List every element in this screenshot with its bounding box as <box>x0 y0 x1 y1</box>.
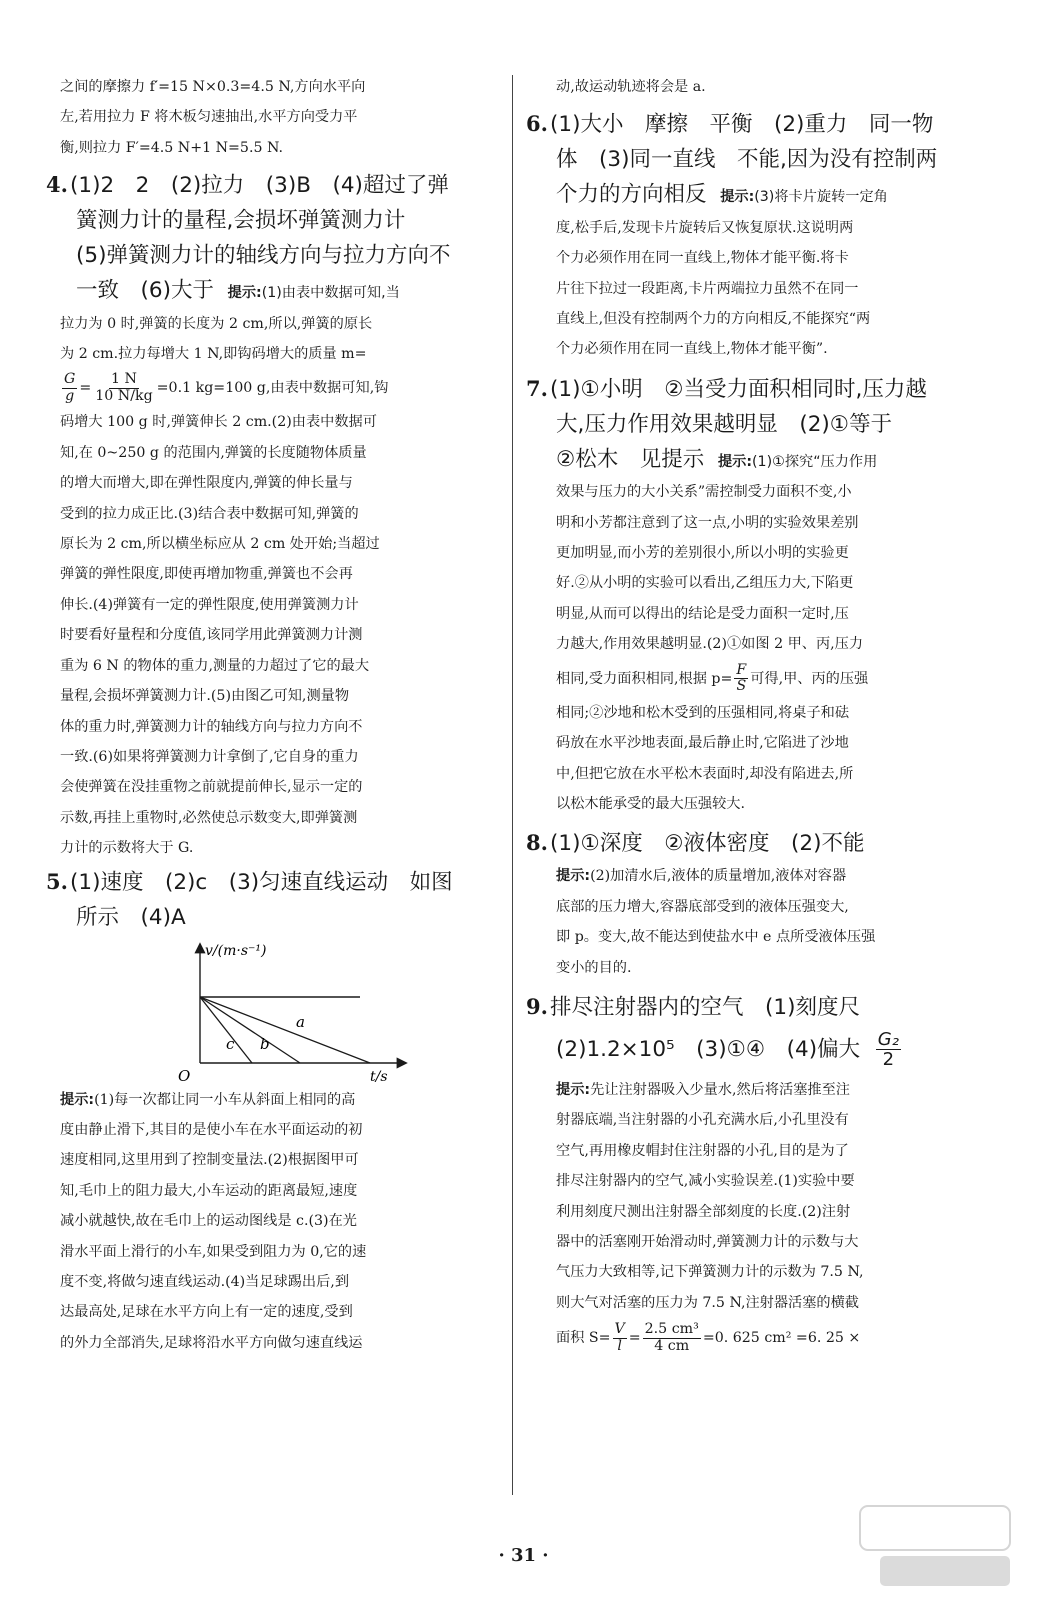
hint-line: 重为 6 N 的物体的重力,测量的力超过了它的最大 <box>60 657 370 674</box>
fraction-g2: $\frac{\text{G₂}}{2}$ <box>877 1028 899 1071</box>
hint-line: 会使弹簧在没挂重物之前就提前伸长,显示一定的 <box>60 779 363 796</box>
answer-line: (1)2 2 (2)拉力 (3)B (4)超过了弹 <box>70 173 449 199</box>
answer-line: (1)速度 (2)c (3)匀速直线运动 如图 <box>70 869 453 895</box>
hint-line: 射器底端,当注射器的小孔充满水后,小孔里没有 <box>556 1112 849 1129</box>
hint-line: 度由静止滑下,其目的是使小车在水平面运动的初 <box>60 1121 363 1138</box>
x-axis-label: t/s <box>370 1068 388 1085</box>
hint-label: 提示: <box>556 868 591 885</box>
question-6 <box>526 106 988 364</box>
hint-line: 的外力全部消失,足球将沿水平方向做匀速直线运 <box>60 1334 363 1351</box>
velocity-time-graph <box>60 935 504 1085</box>
hint-line: 原长为 2 cm,所以横坐标应从 2 cm 处开始;当超过 <box>60 536 380 553</box>
hint-label: 提示: <box>556 1081 591 1098</box>
column-divider <box>512 75 513 1495</box>
hint-line: 利用刻度尺测出注射器全部刻度的长度.(2)注射 <box>556 1203 851 1220</box>
hint-line: 排尽注射器内的空气,减小实验误差.(1)实验中要 <box>556 1173 855 1190</box>
answer-line: (1)①深度 ②液体密度 (2)不能 <box>550 831 865 857</box>
hint-line: 则大气对活塞的压力为 7.5 N,注射器活塞的横截 <box>556 1294 859 1311</box>
hint-text: (1)①探究“压力作用 <box>752 453 878 470</box>
formula-line: 相同,受力面积相同,根据 p= $\frac{F}{S}$ 可得,甲、丙的压强 <box>556 661 869 695</box>
hint-line: 为 2 cm.拉力每增大 1 N,即钩码增大的质量 m= <box>60 346 367 363</box>
hint-line: 明和小芳都注意到了这一点,小明的实验效果差别 <box>556 514 859 531</box>
hint-line: 码增大 100 g 时,弹簧伸长 2 cm.(2)由表中数据可 <box>60 414 377 431</box>
formula-line: 面积 S= $\frac{V}{l}$ = $\frac{\text{2.5 cm³}}{4 cm}$ =0. 625 cm² =6. 25 × <box>556 1321 861 1354</box>
hint-label: 提示: <box>717 453 753 470</box>
question-number: 4. <box>46 172 68 198</box>
hint-line: 度不变,将做匀速直线运动.(4)当足球踢出后,到 <box>60 1273 350 1290</box>
hint-text: (3)将卡片旋转一定角 <box>754 189 888 206</box>
hint-line: 伸长.(4)弹簧有一定的弹性限度,使用弹簧测力计 <box>60 596 359 613</box>
hint-line: 知,在 0~250 g 的范围内,弹簧的长度随物体质量 <box>60 444 367 461</box>
hint-line: 即 p。变大,故不能达到使盐水中 e 点所受液体压强 <box>556 929 876 946</box>
hint-line: 更加明显,而小芳的差别很小,所以小明的实验更 <box>556 545 849 562</box>
question-7 <box>526 371 988 819</box>
hint-line: 量程,会损坏弹簧测力计.(5)由图乙可知,测量物 <box>60 688 350 705</box>
hint-line: 器中的活塞刚开始滑动时,弹簧测力计的示数与大 <box>556 1233 859 1250</box>
question-number: 9. <box>526 993 548 1019</box>
hint-line: 减小就越快,故在毛巾上的运动图线是 c.(3)在光 <box>60 1213 357 1230</box>
hint-line: 速度相同,这里用到了控制变量法.(2)根据图甲可 <box>60 1152 359 1169</box>
hint-line: 体的重力时,弹簧测力计的轴线方向与拉力方向不 <box>60 718 363 735</box>
hint-line: 力计的示数将大于 G. <box>60 840 194 857</box>
hint-line: 受到的拉力成正比.(3)结合表中数据可知,弹簧的 <box>60 505 359 522</box>
answer-line: 大,压力作用效果越明显 (2)①等于 <box>556 411 893 437</box>
text-line: 衡,则拉力 F′=4.5 N+1 N=5.5 N. <box>60 139 284 156</box>
text-line: 之间的摩擦力 f′=15 N×0.3=4.5 N,方向水平向 <box>60 79 366 95</box>
fraction-f-s: $\frac{F}{S}$ <box>736 661 747 695</box>
hint-line: 弹簧的弹性限度,即使再增加物重,弹簧也不会再 <box>60 566 353 583</box>
hint-line: 的增大而增大,即在弹性限度内,弹簧的伸长量与 <box>60 475 353 492</box>
answer-line: 所示 (4)A <box>76 904 186 930</box>
hint-line: 示数,再挂上重物时,必然使总示数变大,即弹簧测 <box>60 809 358 826</box>
answer-line: 体 (3)同一直线 不能,因为没有控制两 <box>556 147 938 173</box>
line-c-label: c <box>226 1034 235 1053</box>
question-number: 5. <box>46 868 68 894</box>
question-5 <box>46 864 504 935</box>
hint-label: 提示: <box>60 1091 95 1108</box>
answer-line: 簧测力计的量程,会损坏弹簧测力计 <box>76 208 406 234</box>
hint-label: 提示: <box>227 285 262 302</box>
fraction-1n: $\frac{1 N}{10 N/kg}$ <box>95 371 153 404</box>
hint-line: 相同;②沙地和松木受到的压强相同,将桌子和砝 <box>556 704 850 721</box>
line-a-label: a <box>296 1012 305 1031</box>
hint-line: 码放在水平沙地表面,最后静止时,它陷进了沙地 <box>556 735 849 752</box>
hint-line: 时要看好量程和分度值,该同学用此弹簧测力计测 <box>60 627 363 644</box>
hint-line: 度,松手后,发现卡片旋转后又恢复原状.这说明两 <box>556 219 854 236</box>
hint-line: 气压力大致相等,记下弹簧测力计的示数为 7.5 N, <box>556 1264 864 1281</box>
answer-line: ②松木 见提示 <box>556 446 705 472</box>
hint-line: 效果与压力的大小关系”需控制受力面积不变,小 <box>556 484 852 501</box>
watermark-logo <box>850 1500 1030 1592</box>
question-number: 8. <box>526 830 548 856</box>
hint-line: 空气,再用橡皮帽封住注射器的小孔,目的是为了 <box>556 1142 849 1159</box>
right-column <box>526 72 988 1358</box>
answer-line: (1)①小明 ②当受力面积相同时,压力越 <box>550 376 927 402</box>
fraction-v-l: $\frac{V}{l}$ <box>614 1321 625 1354</box>
question-8 <box>526 825 988 983</box>
hint-label: 提示: <box>720 189 755 206</box>
hint-line: 滑水平面上滑行的小车,如果受到阻力为 0,它的速 <box>60 1243 367 1260</box>
answer-line: 一致 (6)大于 <box>76 278 214 304</box>
hint-line: 知,毛巾上的阻力最大,小车运动的距离最短,速度 <box>60 1182 358 1199</box>
hint-line: 变小的目的. <box>556 959 632 976</box>
hint-line: 达最高处,足球在水平方向上有一定的速度,受到 <box>60 1304 353 1321</box>
q4-hint-cont <box>60 407 504 863</box>
question-number: 6. <box>526 111 548 137</box>
y-axis-label: v/(m·s⁻¹) <box>205 942 267 959</box>
answer-line: (5)弹簧测力计的轴线方向与拉力方向不 <box>76 243 451 269</box>
hint-text: (1)每一次都让同一小车从斜面上相同的高 <box>94 1091 356 1108</box>
fraction-g: $\frac{G}{g}$ <box>64 371 76 404</box>
origin-label: O <box>178 1066 191 1085</box>
answer-line: (2)1.2×10⁵ (3)①④ (4)偏大 <box>556 1036 861 1062</box>
text-line: 动,故运动轨迹将会是 a. <box>556 79 706 95</box>
question-number: 7. <box>526 375 548 401</box>
answer-line: (1)大小 摩擦 平衡 (2)重力 同一物 <box>550 112 934 138</box>
hint-line: 中,但把它放在水平松木表面时,却没有陷进去,所 <box>556 765 854 782</box>
question-9 <box>526 989 988 1358</box>
hint-text: (2)加清水后,液体的质量增加,液体对容器 <box>590 868 847 885</box>
text-line: 左,若用拉力 F 将木板匀速抽出,水平方向受力平 <box>60 109 358 126</box>
hint-line: 好.②从小明的实验可以看出,乙组压力大,下陷更 <box>556 575 854 592</box>
hint-line: 个力必须作用在同一直线上,物体才能平衡”. <box>556 341 828 358</box>
hint-line: 片往下拉过一段距离,卡片两端拉力虽然不在同一 <box>556 280 859 297</box>
answer-line: 排尽注射器内的空气 (1)刻度尺 <box>550 994 860 1020</box>
line-b-label: b <box>260 1034 270 1053</box>
answer-line: 个力的方向相反 <box>556 182 707 208</box>
hint-text: 先让注射器吸入少量水,然后将活塞推至注 <box>590 1081 850 1098</box>
question-4 <box>46 167 504 308</box>
hint-line: 拉力为 0 时,弹簧的长度为 2 cm,所以,弹簧的原长 <box>60 315 373 332</box>
fraction-volume-length: $\frac{\text{2.5 cm³}}{4 cm}$ <box>644 1321 699 1354</box>
hint-line: 力越大,作用效果越明显.(2)①如图 2 甲、丙,压力 <box>556 636 864 653</box>
hint-line: 一致.(6)如果将弹簧测力计拿倒了,它自身的重力 <box>60 748 359 765</box>
hint-line: 直线上,但没有控制两个力的方向相反,不能探究“两 <box>556 311 871 328</box>
hint-line: 以松木能承受的最大压强较大. <box>556 795 745 812</box>
hint-line: 底部的压力增大,容器底部受到的液体压强变大, <box>556 898 849 915</box>
hint-line: 明显,从而可以得出的结论是受力面积一定时,压 <box>556 605 849 622</box>
formula-line: $\frac{G}{g}$ = $\frac{1 N}{10 N/kg}$ =0.1 kg=100 g,由表中数据可知,钩 <box>64 371 389 404</box>
left-column <box>46 72 504 1358</box>
hint-text: (1)由表中数据可知,当 <box>261 285 400 302</box>
hint-line: 个力必须作用在同一直线上,物体才能平衡.将卡 <box>556 250 849 267</box>
page-number: · 31 · <box>498 1545 549 1566</box>
